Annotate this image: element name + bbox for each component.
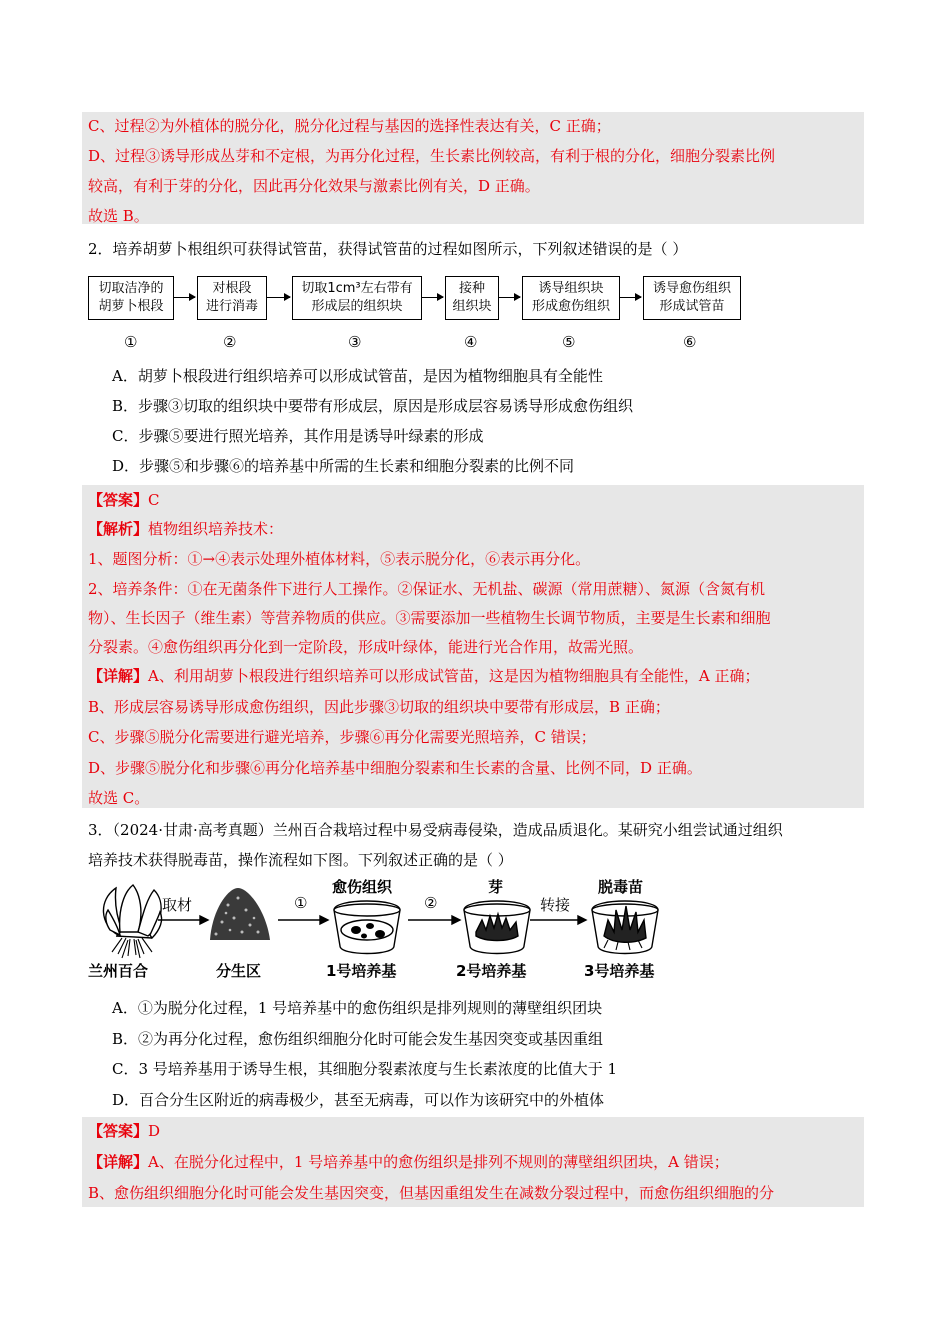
label-bud: 芽 [488, 878, 504, 896]
q2-detail-d: D、步骤⑤脱分化和步骤⑥再分化培养基中细胞分裂素和生长素的含量、比例不同，D 正确。 [88, 759, 702, 777]
flow-step-6 [643, 276, 741, 320]
q2-option-d: D．步骤⑤和步骤⑥的培养基中所需的生长素和细胞分裂素的比例不同 [112, 457, 575, 475]
lily-bulb-illustration [103, 885, 161, 958]
dish-2-illustration [464, 901, 530, 954]
q2-analysis-3: 物）、生长因子（维生素）等营养物质的供应。③需要添加一些植物生长调节物质，主要是生长素和细胞 [88, 609, 771, 627]
flow-arrow [173, 297, 195, 298]
q3-option-a: A．①为脱分化过程，1 号培养基中的愈伤组织是排列规则的薄壁组织团块 [112, 999, 603, 1017]
flow-step-6-line1: 诱导愈伤组织 [652, 281, 731, 296]
q2-detail-b: B、形成层容易诱导形成愈伤组织，因此步骤③切取的组织块中要带有形成层，B 正确； [88, 698, 670, 716]
dish-1-illustration [334, 901, 400, 954]
answer-tag: 【答案】 [88, 1122, 149, 1140]
label-step-1: ① [294, 894, 308, 912]
flow-step-6-number: ⑥ [683, 333, 697, 351]
q3-detail-a [88, 1150, 729, 1174]
q2-analysis-1: 1、题图分析：①→④表示处理外植体材料，⑤表示脱分化，⑥表示再分化。 [88, 550, 591, 568]
flow-step-4 [445, 276, 499, 320]
question-3-stem-line1: 3．（2024·甘肃·高考真题）兰州百合栽培过程中易受病毒侵染，造成品质退化。某研究小组尝试通过组织 [88, 821, 783, 839]
question-2-stem: 2．培养胡萝卜根组织可获得试管苗，获得试管苗的过程如图所示，下列叙述错误的是（ ） [88, 240, 688, 258]
label-lanzhou-lily: 兰州百合 [88, 962, 149, 980]
q2-analysis-4: 分裂素。④愈伤组织再分化到一定阶段，形成叶绿体，能进行光合作用，故需光照。 [88, 638, 644, 656]
flow-step-3 [292, 276, 422, 320]
label-medium-2: 2号培养基 [456, 962, 527, 980]
flow-step-3-number: ③ [348, 333, 362, 351]
label-step-2: ② [424, 894, 438, 912]
q2-detail-a [88, 664, 759, 688]
prev-conclusion: 故选 B。 [88, 207, 149, 225]
flow-step-2-line1: 对根段 [212, 281, 252, 296]
flow-step-2 [197, 276, 267, 320]
q2-option-a: A．胡萝卜根段进行组织培养可以形成试管苗，是因为植物细胞具有全能性 [112, 367, 603, 385]
q2-answer [88, 488, 160, 512]
answer-value: D [148, 1122, 161, 1140]
label-transfer: 转接 [540, 896, 571, 914]
q2-detail-c: C、步骤⑤脱分化需要进行避光培养，步骤⑥再分化需要光照培养，C 错误； [88, 728, 596, 746]
detail-tag: 【详解】 [88, 1153, 149, 1171]
q3-answer [88, 1119, 160, 1143]
prev-option-c: C、过程②为外植体的脱分化，脱分化过程与基因的选择性表达有关，C 正确； [88, 117, 611, 135]
label-virus-free-seedling: 脱毒苗 [598, 878, 644, 896]
q2-conclusion: 故选 C。 [88, 789, 150, 807]
flow-step-6-line2: 形成试管苗 [659, 299, 725, 314]
answer-tag: 【答案】 [88, 491, 149, 509]
flow-step-5 [522, 276, 620, 320]
detail-tag: 【详解】 [88, 667, 149, 685]
flow-step-3-line1: 切取1cm³左右带有 [301, 281, 413, 296]
label-meristem: 分生区 [216, 962, 262, 980]
flow-step-1-number: ① [124, 333, 138, 351]
q3-option-d: D．百合分生区附近的病毒极少，甚至无病毒，可以作为该研究中的外植体 [112, 1091, 605, 1109]
detail-text: A、利用胡萝卜根段进行组织培养可以形成试管苗，这是因为植物细胞具有全能性，A 正确； [148, 667, 760, 685]
flow-step-4-line2: 组织块 [452, 299, 492, 314]
q2-option-c: C．步骤⑤要进行照光培养，其作用是诱导叶绿素的形成 [112, 427, 484, 445]
flow-step-5-number: ⑤ [562, 333, 576, 351]
label-take-material: 取材 [162, 896, 193, 914]
q2-analysis-2: 2、培养条件：①在无菌条件下进行人工操作。②保证水、无机盐、碳源（常用蔗糖）、氮源（含氮有机 [88, 580, 766, 598]
question-3-stem-line2: 培养技术获得脱毒苗，操作流程如下图。下列叙述正确的是（ ） [88, 851, 513, 869]
q3-option-b: B．②为再分化过程，愈伤组织细胞分化时可能会发生基因突变或基因重组 [112, 1030, 604, 1048]
flow-step-5-line2: 形成愈伤组织 [531, 299, 610, 314]
prev-option-d-line1: D、过程③诱导形成丛芽和不定根，为再分化过程，生长素比例较高，有利于根的分化，细胞分裂素比例 [88, 147, 776, 165]
flow-step-4-number: ④ [464, 333, 478, 351]
detail-text: A、在脱分化过程中，1 号培养基中的愈伤组织是排列不规则的薄壁组织团块，A 错误； [148, 1153, 729, 1171]
flow-step-3-line2: 形成层的组织块 [311, 299, 403, 314]
flow-step-5-line1: 诱导组织块 [538, 281, 604, 296]
q3-detail-b: B、愈伤组织细胞分化时可能会发生基因突变，但基因重组发生在减数分裂过程中，而愈伤组织细胞的分 [88, 1184, 775, 1202]
flow-arrow [421, 297, 443, 298]
label-callus: 愈伤组织 [332, 878, 393, 896]
flow-arrow [619, 297, 641, 298]
flow-arrow [498, 297, 520, 298]
q3-option-c: C．3 号培养基用于诱导生根，其细胞分裂素浓度与生长素浓度的比值大于 1 [112, 1060, 618, 1078]
analysis-title: 植物组织培养技术： [148, 520, 284, 538]
flow-step-2-number: ② [223, 333, 237, 351]
flow-step-2-line2: 进行消毒 [205, 299, 258, 314]
q2-option-b: B．步骤③切取的组织块中要带有形成层，原因是形成层容易诱导形成愈伤组织 [112, 397, 634, 415]
dish-3-illustration [592, 901, 658, 954]
answer-value: C [148, 491, 160, 509]
q2-analysis-title [88, 517, 283, 541]
lily-culture-figure [88, 880, 668, 990]
flow-step-1-line1: 切取洁净的 [98, 281, 164, 296]
meristem-illustration [210, 888, 270, 940]
label-medium-1: 1号培养基 [326, 962, 397, 980]
label-medium-3: 3号培养基 [584, 962, 655, 980]
flow-step-4-line1: 接种 [458, 281, 485, 296]
prev-option-d-line2: 较高，有利于芽的分化，因此再分化效果与激素比例有关，D 正确。 [88, 177, 540, 195]
flow-step-1 [88, 276, 174, 320]
flow-step-1-line2: 胡萝卜根段 [98, 299, 164, 314]
analysis-tag: 【解析】 [88, 520, 149, 538]
flow-arrow [266, 297, 290, 298]
